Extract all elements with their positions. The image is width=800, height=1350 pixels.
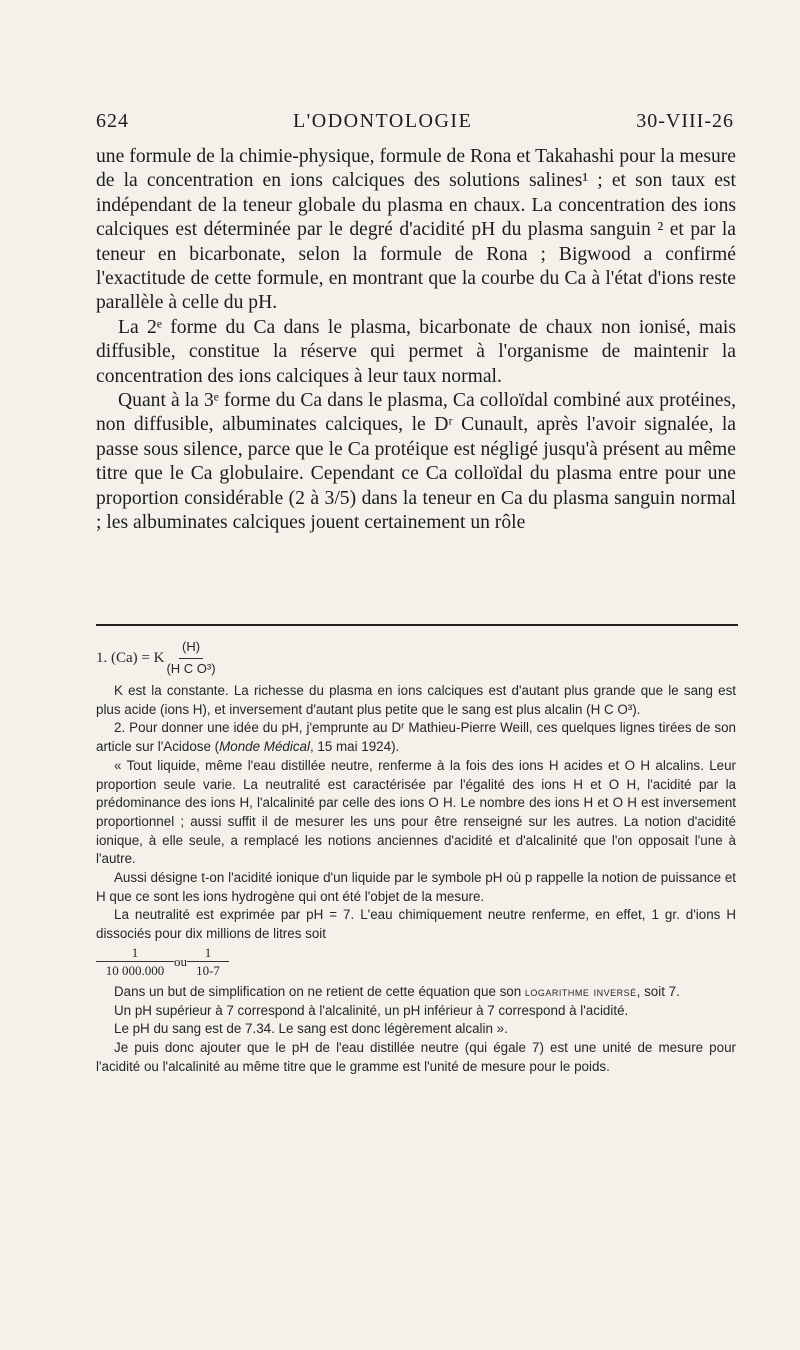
fraction-decimal-numerator: 1 [96, 945, 174, 962]
ph-comparison: Un pH supérieur à 7 correspond à l'alcalinité, un pH inférieur à 7 correspond à l'acidité. [114, 1002, 629, 1018]
conclusion-paragraph: Je puis donc ajouter que le pH de l'eau distillée neutre (qui égale 7) est une unité de mesure pour l'acidité ou l'alcalinité au même titre que le gramme est l'unité de mesure pour le poids. [96, 1039, 736, 1074]
formula-label: 1. (Ca) = K [96, 649, 165, 666]
formula-numerator: (H) [179, 638, 203, 659]
quote-paragraph-1: « Tout liquide, même l'eau distillée neutre, renferme à la fois des ions H acides et O H alcalins. Leur proportion seule varie. La neutralité est caractérisée par l'égalité des ions H et O H, l'acidité par la prédominance des ions H, l'alcalinité par celle des ions O H. Le nombre des ions H et O H est inversement proportionnel ; aussi suffit il de mesurer les uns pour être renseigné sur les autres. La notion d'acidité ionique, à elle seule, a remplacé les notions anciennes d'acidité et d'alcalinité que l'on opposait l'une à l'autre. [96, 757, 736, 867]
simplification-text: Dans un but de simplification on ne retient de cette équation que son [114, 983, 525, 999]
quote-paragraph-3: La neutralité est exprimée par pH = 7. L'eau chimiquement neutre renferme, en effet, 1 gr. d'ions H dissociés pour dix millions de litres soit [96, 907, 736, 942]
source-title: Monde Médical [219, 739, 310, 755]
fraction-connector: ou [174, 953, 187, 969]
footnote-2-text: 2. Pour donner une idée du pH, j'emprunte au Dʳ Mathieu-Pierre Weill, ces quelques lignes tirées de son article sur l'Acidose ( [96, 720, 736, 755]
page-number: 624 [96, 110, 129, 132]
quote-paragraph-2: Aussi désigne t-on l'acidité ionique d'un liquide par le symbole pH où p rappelle la notion de puissance et H que ce sont les ions hydrogène qui ont été l'objet de la mesure. [96, 870, 736, 904]
fraction-decimal-denominator: 10 000.000 [105, 962, 165, 978]
fraction-decimal [96, 945, 174, 979]
footnote-2-intro [96, 719, 736, 756]
journal-title: L'ODONTOLOGIE [292, 110, 473, 132]
issue-date: 30-VIII-26 [636, 110, 734, 132]
formula-fraction [166, 638, 215, 678]
rona-formula [96, 634, 736, 682]
logarithm-term: logarithme inversé [524, 983, 637, 999]
footnote-separator [96, 624, 738, 626]
paragraph-3: Quant à la 3ᵉ forme du Ca dans le plasma, Ca colloïdal combiné aux protéines, non diffusible, albuminates calciques, le Dʳ Cunault, après l'avoir signalée, la passe sous silence, parce que le Ca protéique est négligé jusqu'à présent au même titre que le Ca globulaire. Cependant ce Ca colloïdal du plasma entre pour une proportion considérable (2 à 3/5) dans la teneur en Ca du plasma sanguin normal ; les albuminates calciques jouent certainement un rôle [96, 390, 736, 534]
footnote-1-text: K est la constante. La richesse du plasma en ions calciques est d'autant plus grande que le sang est plus acide (ions H), et inversement d'autant plus petite que le sang est plus alcalin (H C O³). [96, 683, 736, 717]
simplification-paragraph [96, 983, 736, 1002]
formula-denominator: (H C O³) [166, 660, 216, 676]
paragraph-2: La 2ᵉ forme du Ca dans le plasma, bicarbonate de chaux non ionisé, mais diffusible, constitue la réserve qui permet à l'organisme de maintenir la concentration des ions calciques à leur taux normal. [96, 316, 736, 387]
concentration-fractions [96, 945, 736, 983]
simplification-end: , soit 7. [636, 983, 680, 999]
main-text [96, 145, 736, 536]
blood-ph: Le pH du sang est de 7.34. Le sang est donc légèrement alcalin ». [114, 1021, 508, 1037]
source-date: , 15 mai 1924). [309, 739, 400, 755]
paragraph-1: une formule de la chimie-physique, formule de Rona et Takahashi pour la mesure de la concentration en ions calciques des solutions salines¹ ; et son taux est indépendant de la teneur globale du plasma en chaux. La concentration des ions calciques est déterminée par le degré d'acidité pH du plasma sanguin ² et par la teneur en bicarbonate, selon la formule de Rona ; Bigwood a confirmé l'exactitude de cette formule, en montrant que la courbe du Ca à l'état d'ions reste parallèle à celle du pH. [96, 146, 736, 314]
fraction-power [187, 945, 229, 979]
fraction-power-denominator: 10-7 [196, 962, 220, 978]
fraction-power-numerator: 1 [187, 945, 229, 962]
running-header [96, 110, 734, 133]
footnotes [96, 634, 736, 1076]
